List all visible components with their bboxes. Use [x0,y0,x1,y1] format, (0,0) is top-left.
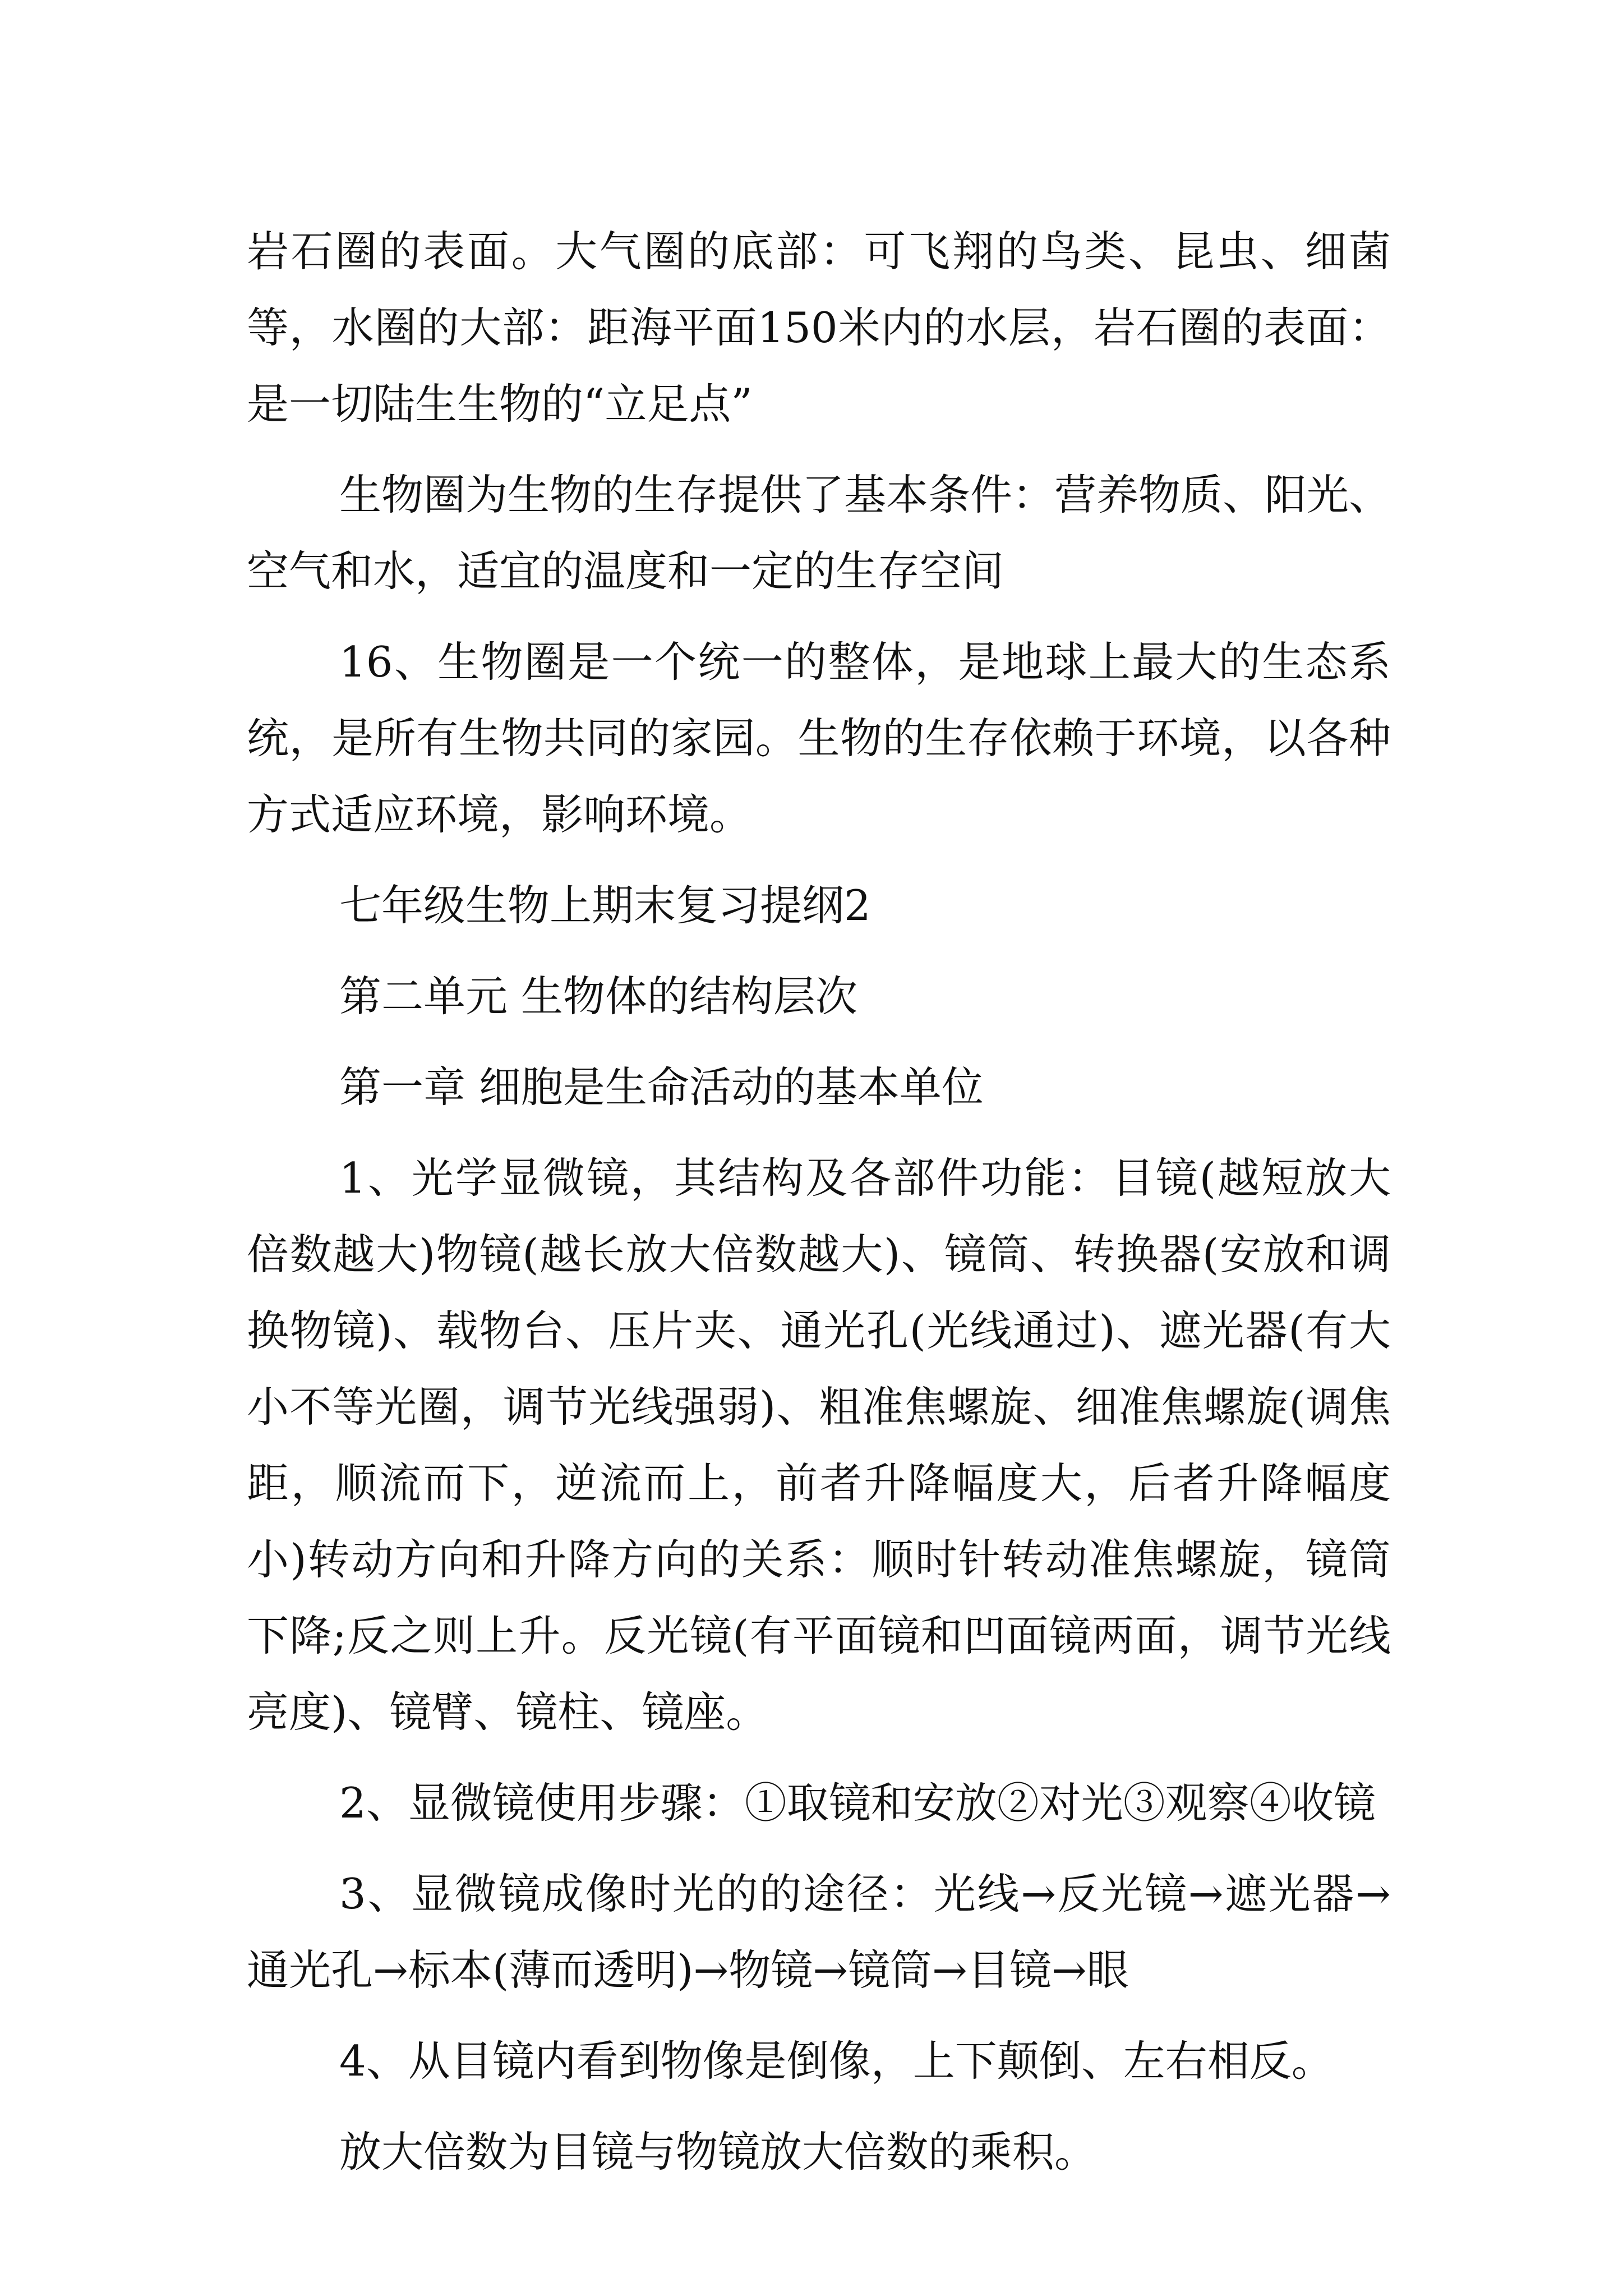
paragraph-biosphere-range-continued: 岩石圈的表面。大气圈的底部：可飞翔的鸟类、昆虫、细菌等，水圈的大部：距海平面150米内的水层，岩石圈的表面：是一切陆生生物的“立足点” [247,227,1391,429]
document-body [247,213,1391,2205]
paragraph-biosphere-conditions: 生物圈为生物的生存提供了基本条件：营养物质、阳光、空气和水，适宜的温度和一定的生存空间 [247,470,1391,596]
paragraph-item-16: 16、生物圈是一个统一的整体，是地球上最大的生态系统，是所有生物共同的家园。生物的生存依赖于环境，以各种方式适应环境，影响环境。 [247,637,1391,839]
paragraph-item-4-inverted-image: 4、从目镜内看到物像是倒像，上下颠倒、左右相反。 [339,2036,1334,2086]
paragraph-magnification: 放大倍数为目镜与物镜放大倍数的乘积。 [339,2127,1097,2177]
paragraph-item-1-microscope-structure: 1、光学显微镜，其结构及各部件功能：目镜(越短放大倍数越大)物镜(越长放大倍数越大)、镜筒、转换器(安放和调换物镜)、载物台、压片夹、通光孔(光线通过)、遮光器(有大小不等光圈，调节光线强弱)、粗准焦螺旋、细准焦螺旋(调焦距，顺流而下，逆流而上，前者升降幅度大，后者升降幅度小)转动方向和升降方向的关系：顺时针转动准焦螺旋，镜筒下降;反之则上升。反光镜(有平面镜和凹面镜两面，调节光线亮度)、镜臂、镜柱、镜座。 [247,1153,1391,1737]
chapter-heading: 第一章 细胞是生命活动的基本单位 [339,1062,984,1112]
section-title: 七年级生物上期末复习提纲2 [339,881,871,930]
paragraph-item-3-light-path: 3、显微镜成像时光的的途径：光线→反光镜→遮光器→通光孔→标本(薄而透明)→物镜→镜筒→目镜→眼 [247,1869,1391,1995]
unit-heading: 第二单元 生物体的结构层次 [339,972,857,1021]
paragraph-item-2-usage-steps: 2、显微镜使用步骤：①取镜和安放②对光③观察④收镜 [339,1778,1376,1828]
